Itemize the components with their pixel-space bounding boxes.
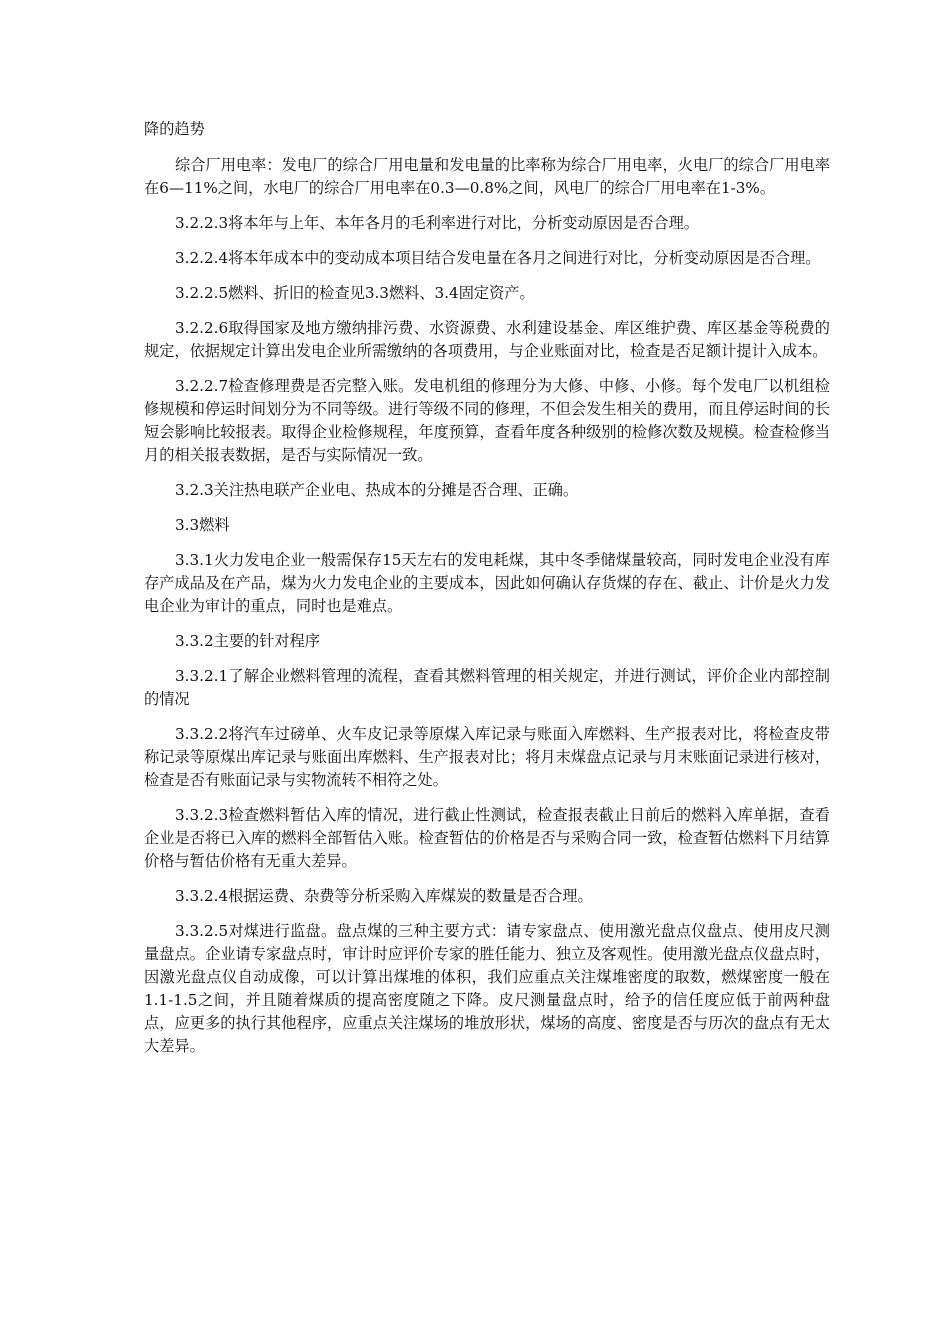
document-body (144, 118, 830, 1070)
paragraph-3-3-2-2: 3.3.2.2将汽车过磅单、火车皮记录等原煤入库记录与账面入库燃料、生产报表对比，将检查皮带称记录等原煤出库记录与账面出库燃料、生产报表对比；将月末煤盘点记录与月末账面记录进行核对，检查是否有账面记录与实物流转不相符之处。 (144, 725, 830, 789)
paragraph-3-3-2-4: 3.3.2.4根据运费、杂费等分析采购入库煤炭的数量是否合理。 (175, 887, 593, 905)
paragraph-continuation: 降的趋势 (144, 120, 205, 138)
section-heading-3-3: 3.3燃料 (175, 516, 230, 534)
paragraph-plant-power-rate: 综合厂用电率：发电厂的综合厂用电量和发电量的比率称为综合厂用电率，火电厂的综合厂用电率在6—11%之间，水电厂的综合厂用电率在0.3—0.8%之间，风电厂的综合厂用电率在1-3%。 (144, 156, 830, 197)
paragraph-3-2-2-3: 3.2.2.3将本年与上年、本年各月的毛利率进行对比，分析变动原因是否合理。 (175, 214, 699, 232)
paragraph-3-2-2-6: 3.2.2.6取得国家及地方缴纳排污费、水资源费、水利建设基金、库区维护费、库区基金等税费的规定，依据规定计算出发电企业所需缴纳的各项费用，与企业账面对比，检查是否足额计提计入成本。 (144, 319, 830, 360)
paragraph-3-3-2-3: 3.3.2.3检查燃料暂估入库的情况，进行截止性测试，检查报表截止日前后的燃料入库单据，查看企业是否将已入库的燃料全部暂估入账。检查暂估的价格是否与采购合同一致，检查暂估燃料下月结算价格与暂估价格有无重大差异。 (144, 806, 830, 870)
paragraph-3-2-2-5: 3.2.2.5燃料、折旧的检查见3.3燃料、3.4固定资产。 (175, 284, 535, 302)
paragraph-3-2-2-4: 3.2.2.4将本年成本中的变动成本项目结合发电量在各月之间进行对比，分析变动原因是否合理。 (175, 249, 821, 267)
section-heading-3-3-2: 3.3.2主要的针对程序 (175, 632, 320, 650)
paragraph-3-3-2-1: 3.3.2.1了解企业燃料管理的流程，查看其燃料管理的相关规定，并进行测试，评价企业内部控制的情况 (144, 667, 830, 708)
paragraph-3-2-2-7: 3.2.2.7检查修理费是否完整入账。发电机组的修理分为大修、中修、小修。每个发电厂以机组检修规模和停运时间划分为不同等级。进行等级不同的修理，不但会发生相关的费用，而且停运时间的长短会影响比较报表。取得企业检修规程，年度预算，查看年度各种级别的检修次数及规模。检查检修当月的相关报表数据，是否与实际情况一致。 (144, 377, 830, 464)
paragraph-3-3-1: 3.3.1火力发电企业一般需保存15天左右的发电耗煤，其中冬季储煤量较高，同时发电企业没有库存产成品及在产品，煤为火力发电企业的主要成本，因此如何确认存货煤的存在、截止、计价是火力发电企业为审计的重点，同时也是难点。 (144, 551, 830, 615)
paragraph-3-3-2-5: 3.3.2.5对煤进行监盘。盘点煤的三种主要方式：请专家盘点、使用激光盘点仪盘点、使用皮尺测量盘点。企业请专家盘点时，审计时应评价专家的胜任能力、独立及客观性。使用激光盘点仪盘点时，因激光盘点仪自动成像，可以计算出煤堆的体积，我们应重点关注煤堆密度的取数，燃煤密度一般在1.1-1.5之间，并且随着煤质的提高密度随之下降。皮尺测量盘点时，给予的信任度应低于前两种盘点，应更多的执行其他程序，应重点关注煤场的堆放形状，煤场的高度、密度是否与历次的盘点有无太大差异。 (144, 922, 830, 1055)
paragraph-3-2-3: 3.2.3关注热电联产企业电、热成本的分摊是否合理、正确。 (175, 481, 579, 499)
